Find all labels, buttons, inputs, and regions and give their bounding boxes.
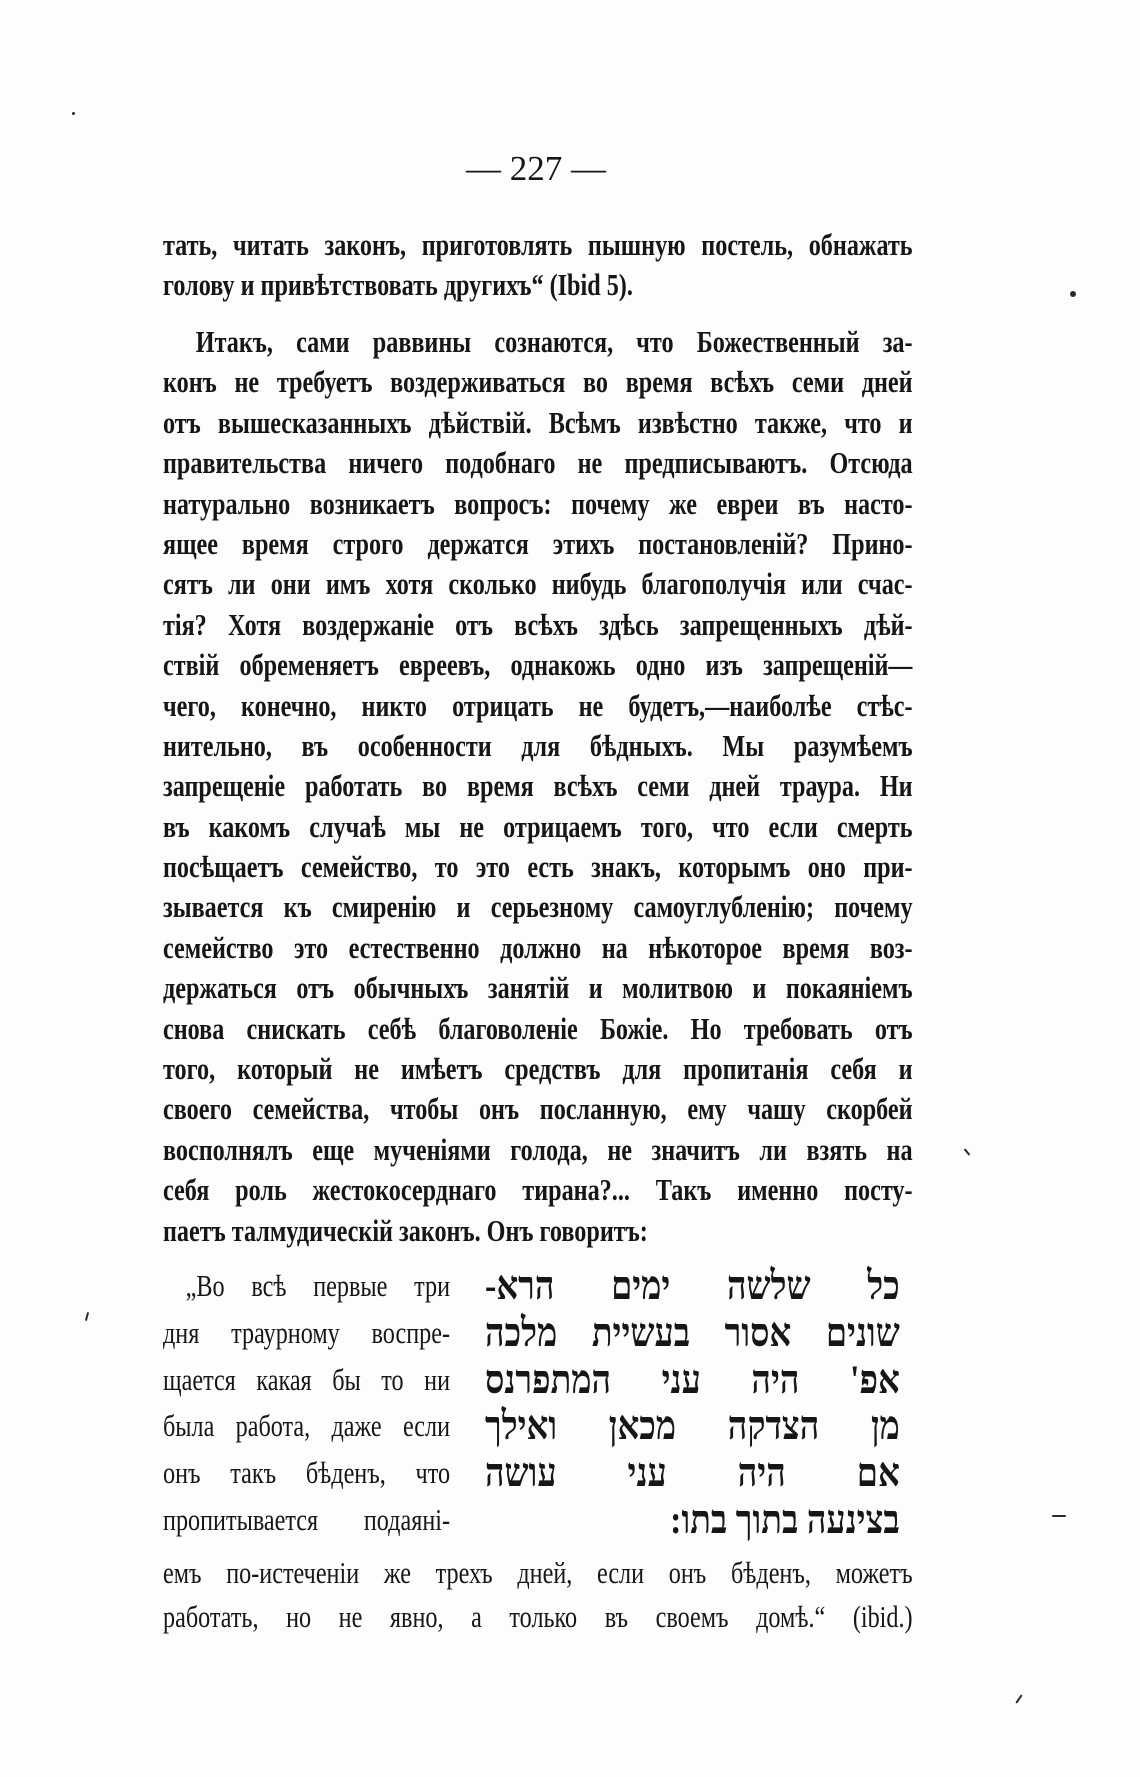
text-line: голову и привѣтствовать другихъ“ (Ibid 5).: [163, 267, 633, 302]
page-number: — 227 —: [466, 149, 606, 188]
text-line: натурально возникаетъ вопросъ: почему же евреи въ насто-: [163, 485, 913, 521]
text-line: семейство это естественно должно на нѣкоторое время воз-: [163, 929, 913, 965]
paragraph-continuation: [163, 225, 913, 305]
quote-line: „Во всѣ первые три: [185, 1268, 451, 1303]
text-line: емъ по-истеченіи же трехъ дней, если онъ бѣденъ, можетъ: [163, 1555, 913, 1590]
scan-speck: [964, 1148, 971, 1155]
quote-continuation: [163, 1551, 913, 1639]
scan-speck: [1015, 1694, 1022, 1703]
text-line: въ какомъ случаѣ мы не отрицаемъ того, что если смерть: [163, 808, 913, 844]
text-line: восполнялъ еще мученіями голода, не значитъ ли взять на: [163, 1131, 913, 1167]
text-line: запрещеніе работать во время всѣхъ семи дней траура. Ни: [163, 768, 913, 804]
text-line: отъ вышесказанныхъ дѣйствій. Всѣмъ извѣстно также, что и: [163, 404, 913, 440]
quote-russian-column: [163, 1263, 450, 1544]
hebrew-line: בצינעה בתוך בתו:: [670, 1496, 900, 1542]
text-line: тія? Хотя воздержаніе отъ всѣхъ здѣсь запрещенныхъ дѣй-: [163, 606, 913, 642]
text-line: нительно, въ особенности для бѣдныхъ. Мы разумѣемъ: [163, 727, 913, 763]
quote-hebrew-column: [485, 1263, 900, 1544]
text-line: конъ не требуетъ воздерживаться во время всѣхъ семи дней: [163, 364, 913, 400]
quote-line: онъ такъ бѣденъ, что: [163, 1455, 451, 1491]
text-line: ствій обременяетъ евреевъ, однакожь одно изъ запрещеній—: [163, 647, 913, 683]
text-line: работать, но не явно, а только въ своемъ домѣ.“ (ibid.): [163, 1599, 913, 1634]
hebrew-line: שונים אסור בעשיית מלכה: [485, 1309, 900, 1355]
text-line: себя роль жестокосерднаго тирана?... Такъ именно посту-: [163, 1172, 913, 1208]
text-line: Итакъ, сами раввины сознаются, что Божественный за-: [195, 324, 913, 359]
text-line: сятъ ли они имъ хотя сколько нибудь благополучія или счас-: [163, 566, 913, 602]
quote-line: была работа, даже если: [163, 1408, 451, 1444]
quote-line: пропитывается подаяні-: [163, 1501, 451, 1537]
text-line: держаться отъ обычныхъ занятій и молитвою и покаяніемъ: [163, 970, 913, 1006]
scan-speck: [1052, 1515, 1066, 1517]
paragraph: [163, 322, 913, 1251]
hebrew-line: אפ' היה עני המתפרנס: [485, 1356, 900, 1402]
text-line: посѣщаетъ семейство, то это есть знакъ, которымъ оно при-: [163, 849, 913, 885]
text-line: паетъ талмудическій законъ. Онъ говоритъ:: [163, 1212, 648, 1248]
text-line: зывается къ смиренію и серьезному самоуглубленію; почему: [163, 889, 913, 925]
text-line: правительства ничего подобнаго не предписываютъ. Отсюда: [163, 445, 913, 481]
text-line: того, который не имѣетъ средствъ для пропитанія себя и: [163, 1051, 913, 1087]
scan-speck: [85, 1312, 89, 1321]
hebrew-line: כל שלשה ימים הרא-: [485, 1263, 900, 1308]
text-line: своего семейства, чтобы онъ посланную, ему чашу скорбей: [163, 1091, 913, 1127]
scan-speck: [72, 112, 75, 115]
quote-line: щается какая бы то ни: [163, 1361, 451, 1397]
quote-line: дня траурному воспре-: [163, 1314, 451, 1350]
text-line: снова снискать себѣ благоволеніе Божіе. Но требовать отъ: [163, 1010, 913, 1046]
hebrew-line: מן הצדקה מכאן ואילך: [485, 1403, 900, 1449]
text-line: тать, читать законъ, приготовлять пышную постель, обнажать: [163, 227, 913, 262]
text-line: ящее время строго держатся этихъ постановленій? Прино-: [163, 525, 913, 561]
hebrew-line: אם היה עני עושה: [485, 1450, 900, 1496]
scan-speck: [1070, 291, 1076, 297]
text-line: чего, конечно, никто отрицать не будетъ,—наиболѣе стѣс-: [163, 687, 913, 723]
